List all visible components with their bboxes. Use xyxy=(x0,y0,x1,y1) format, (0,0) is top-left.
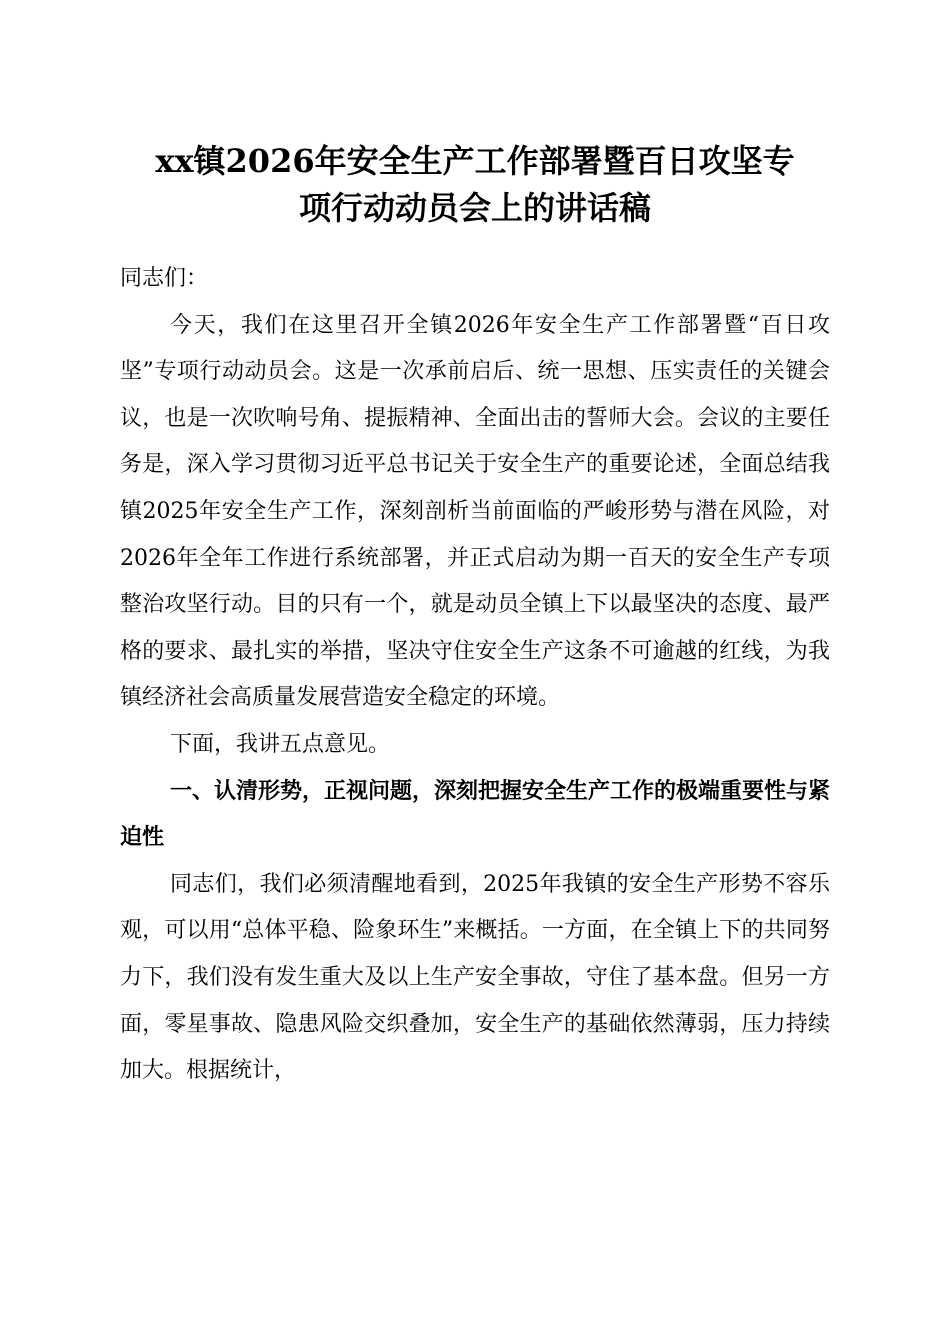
document-body xyxy=(120,256,830,1095)
salutation: 同志们： xyxy=(120,266,209,291)
section-heading-1: 一、认清形势，正视问题，深刻把握安全生产工作的极端重要性与紧迫性 xyxy=(120,778,831,851)
section-1-paragraph: 同志们，我们必须清醒地看到，2025年我镇的安全生产形势不容乐观，可以用“总体平稳、险象环生”来概括。一方面，在全镇上下的共同努力下，我们没有发生重大及以上生产安全事故，守住了基本盘。但另一方面，零星事故、隐患风险交织叠加，安全生产的基础依然薄弱，压力持续加大。根据统计， xyxy=(120,871,830,1084)
document-title-line-2: 项行动动员会上的讲话稿 xyxy=(298,189,651,227)
document-title-line-1: xx镇2026年安全生产工作部署暨百日攻坚专 xyxy=(155,142,795,180)
paragraph-outline: 下面，我讲五点意见。 xyxy=(170,731,391,757)
paragraph-opening: 今天，我们在这里召开全镇2026年安全生产工作部署暨“百日攻坚”专项行动动员会。这是一次承前启后、统一思想、压实责任的关键会议，也是一次吹响号角、提振精神、全面出击的誓师大会。会议的主要任务是，深入学习贯彻习近平总书记关于安全生产的重要论述，全面总结我镇2025年安全生产工作，深刻剖析当前面临的严峻形势与潜在风险，对2026年全年工作进行系统部署，并正式启动为期一百天的安全生产专项整治攻坚行动。目的只有一个，就是动员全镇上下以最坚决的态度、最严格的要求、最扎实的举措，坚决守住安全生产这条不可逾越的红线，为我镇经济社会高质量发展营造安全稳定的环境。 xyxy=(120,312,830,711)
